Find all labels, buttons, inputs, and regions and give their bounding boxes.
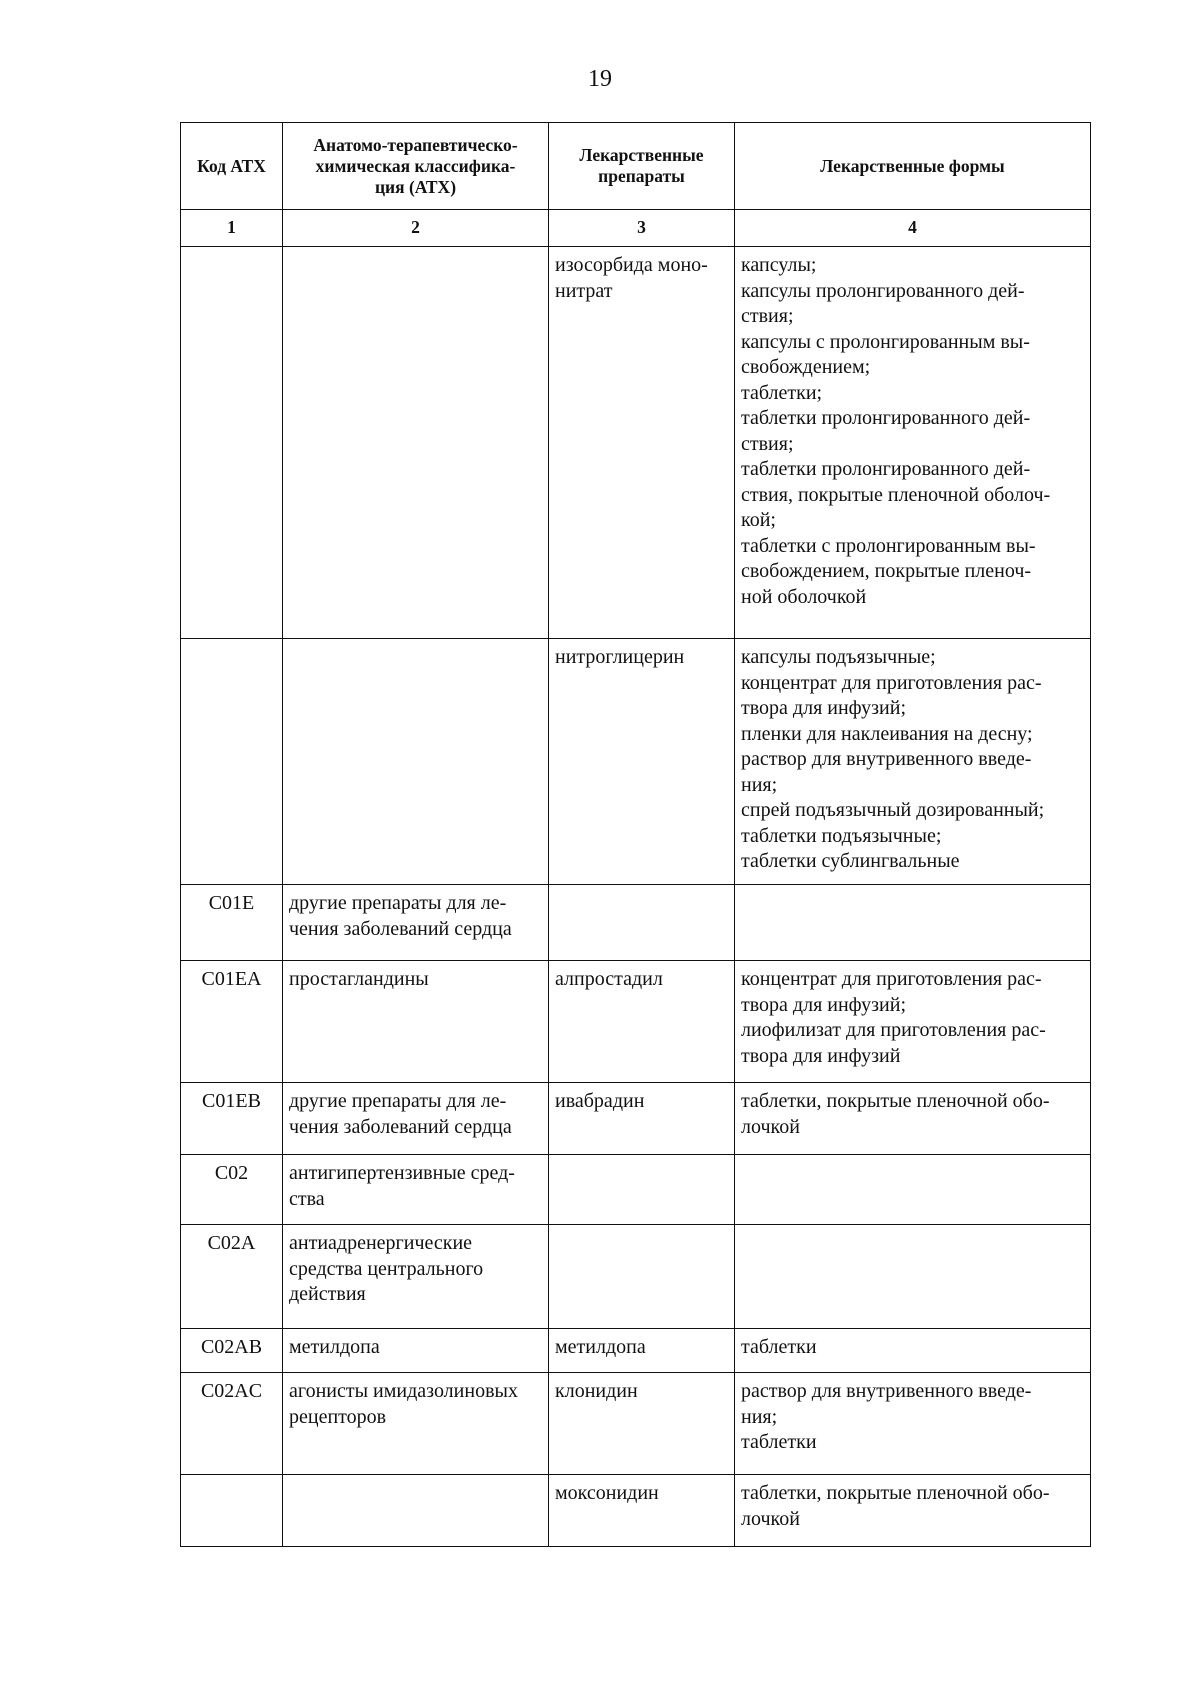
atc-code-cell: C01E — [181, 885, 283, 961]
drug-cell: метилдопа — [549, 1329, 735, 1373]
drug-cell — [549, 885, 735, 961]
atc-code-cell: C01EB — [181, 1083, 283, 1155]
dosage-forms-cell — [735, 885, 1091, 961]
classification-cell: простагландины — [283, 961, 549, 1083]
classification-cell: другие препараты для ле- чения заболеваний сердца — [283, 885, 549, 961]
table-row — [181, 1225, 1091, 1329]
atc-code-cell: C02A — [181, 1225, 283, 1329]
drug-cell: клонидин — [549, 1373, 735, 1475]
dosage-forms-cell: капсулы подъязычные; концентрат для приготовления рас- твора для инфузий; пленки для наклеивания на десну; раствор для внутривенного введе- ния; спрей подъязычный дозированный; таблетки подъязычные; таблетки сублингвальные — [735, 639, 1091, 885]
column-number-row — [181, 210, 1091, 247]
atc-code-cell — [181, 247, 283, 639]
dosage-forms-cell: таблетки, покрытые пленочной обо- лочкой — [735, 1475, 1091, 1547]
table-row — [181, 1329, 1091, 1373]
drug-cell: ивабрадин — [549, 1083, 735, 1155]
atc-drug-table — [180, 122, 1091, 1547]
header-drugs: Лекарственные препараты — [549, 123, 735, 210]
column-number: 1 — [181, 210, 283, 247]
drug-cell — [549, 1155, 735, 1225]
classification-cell: антиадренергические средства центрального действия — [283, 1225, 549, 1329]
dosage-forms-cell: таблетки, покрытые пленочной обо- лочкой — [735, 1083, 1091, 1155]
page-number: 19 — [588, 66, 612, 92]
classification-cell: агонисты имидазолиновых рецепторов — [283, 1373, 549, 1475]
atc-code-cell — [181, 639, 283, 885]
atc-code-cell: C02AC — [181, 1373, 283, 1475]
table-row — [181, 1155, 1091, 1225]
dosage-forms-cell — [735, 1155, 1091, 1225]
table-row — [181, 1475, 1091, 1547]
atc-code-cell: C02 — [181, 1155, 283, 1225]
column-number: 3 — [549, 210, 735, 247]
table-row — [181, 885, 1091, 961]
drug-cell: нитроглицерин — [549, 639, 735, 885]
dosage-forms-cell: концентрат для приготовления рас- твора для инфузий; лиофилизат для приготовления рас- твора для инфузий — [735, 961, 1091, 1083]
atc-code-cell: C01EA — [181, 961, 283, 1083]
atc-code-cell — [181, 1475, 283, 1547]
drug-cell: изосорбида моно- нитрат — [549, 247, 735, 639]
classification-cell — [283, 639, 549, 885]
dosage-forms-cell: капсулы; капсулы пролонгированного дей- ствия; капсулы с пролонгированным вы- свобождением; таблетки; таблетки пролонгированного дей- ствия; таблетки пролонгированного дей- ствия, покрытые пленочной оболоч- кой; таблетки с пролонгированным вы- свобождением, покрытые пленоч- ной оболочкой — [735, 247, 1091, 639]
classification-cell — [283, 247, 549, 639]
column-number: 2 — [283, 210, 549, 247]
column-number: 4 — [735, 210, 1091, 247]
table-row — [181, 1083, 1091, 1155]
dosage-forms-cell: раствор для внутривенного введе- ния; таблетки — [735, 1373, 1091, 1475]
classification-cell — [283, 1475, 549, 1547]
classification-cell: метилдопа — [283, 1329, 549, 1373]
atc-code-cell: C02AB — [181, 1329, 283, 1373]
table-row — [181, 961, 1091, 1083]
classification-cell: другие препараты для ле- чения заболеваний сердца — [283, 1083, 549, 1155]
header-row — [181, 123, 1091, 210]
header-atc-code: Код АТХ — [181, 123, 283, 210]
table-row — [181, 1373, 1091, 1475]
header-dosage-forms: Лекарственные формы — [735, 123, 1091, 210]
drug-cell — [549, 1225, 735, 1329]
classification-cell: антигипертензивные сред- ства — [283, 1155, 549, 1225]
drug-cell: алпростадил — [549, 961, 735, 1083]
dosage-forms-cell — [735, 1225, 1091, 1329]
header-classification: Анатомо-терапевтическо- химическая классифика- ция (АТХ) — [283, 123, 549, 210]
table-row — [181, 247, 1091, 639]
dosage-forms-cell: таблетки — [735, 1329, 1091, 1373]
table-row — [181, 639, 1091, 885]
drug-cell: моксонидин — [549, 1475, 735, 1547]
